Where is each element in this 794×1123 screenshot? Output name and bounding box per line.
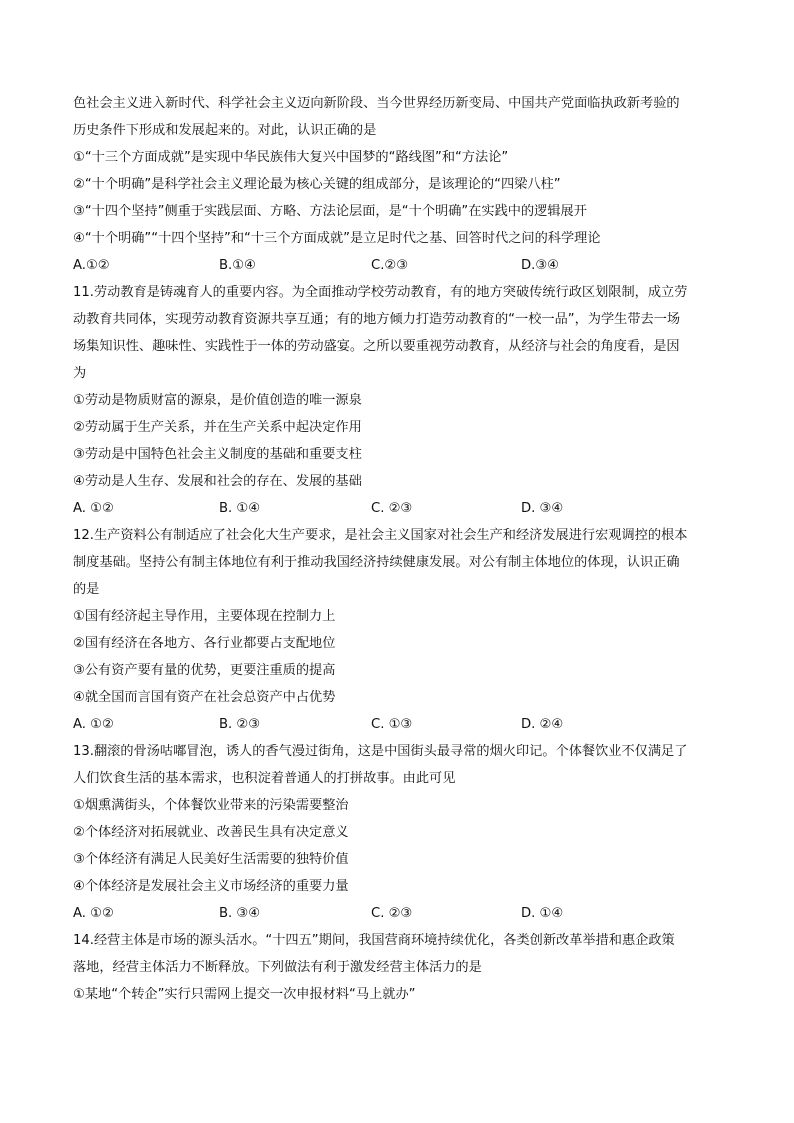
q12-statement-1: ①国有经济起主导作用，主要体现在控制力上	[73, 609, 336, 624]
q13-option-c: C. ②③	[371, 906, 413, 921]
q14-statement-1: ①某地“个转企”实行只需网上提交一次申报材料“马上就办”	[73, 987, 416, 1002]
q13-statement-3: ③个体经济有满足人民美好生活需要的独特价值	[73, 852, 349, 867]
q14-stem-line1: 14.经营主体是市场的源头活水。“十四五”期间，我国营商环境持续优化，各类创新改革举措和惠企政策	[73, 933, 675, 948]
q10-statement-3: ③“十四个坚持”侧重于实践层面、方略、方法论层面，是“十个明确”在实践中的逻辑展开	[73, 204, 587, 219]
q11-option-d: D. ③④	[521, 501, 564, 516]
q10-statement-2: ②“十个明确”是科学社会主义理论最为核心关键的组成部分，是该理论的“四梁八柱”	[73, 177, 561, 192]
q10-statement-1: ①“十三个方面成就”是实现中华民族伟大复兴中国梦的“路线图”和“方法论”	[73, 150, 509, 165]
q10-option-b: B.①④	[219, 258, 256, 273]
q12-statement-3: ③公有资产要有量的优势，更要注重质的提高	[73, 663, 336, 678]
q12-stem-line3: 的是	[73, 582, 100, 597]
q10-options	[73, 252, 723, 279]
q11-statement-3: ③劳动是中国特色社会主义制度的基础和重要支柱	[73, 447, 362, 462]
q11-stem-line4: 为	[73, 366, 87, 381]
q12-option-c: C. ①③	[371, 717, 413, 732]
q11-stem-line1: 11.劳动教育是铸魂育人的重要内容。为全面推动学校劳动教育，有的地方突破传统行政区划限制，成立劳	[73, 285, 688, 300]
q12-statement-2: ②国有经济在各地方、各行业都要占支配地位	[73, 636, 336, 651]
q11-option-a: A. ①②	[73, 501, 114, 516]
q10-option-c: C.②③	[371, 258, 409, 273]
q12-option-d: D. ②④	[521, 717, 564, 732]
q11-stem-line2: 动教育共同体，实现劳动教育资源共享互通；有的地方倾力打造劳动教育的“一校一品”，为学生带去一场	[73, 312, 681, 327]
q11-statement-4: ④劳动是人生存、发展和社会的存在、发展的基础	[73, 474, 362, 489]
q13-option-d: D. ①④	[521, 906, 564, 921]
q12-stem-line2: 制度基础。坚持公有制主体地位有利于推动我国经济持续健康发展。对公有制主体地位的体现，认识正确	[73, 555, 680, 570]
q14-stem-line2: 落地，经营主体活力不断释放。下列做法有利于激发经营主体活力的是	[73, 960, 482, 975]
q11-options	[73, 495, 723, 522]
q13-stem-line2: 人们饮食生活的基本需求，也积淀着普通人的打拼故事。由此可见	[73, 771, 456, 786]
q13-options	[73, 900, 723, 927]
q11-statement-1: ①劳动是物质财富的源泉，是价值创造的唯一源泉	[73, 393, 362, 408]
q13-statement-2: ②个体经济对拓展就业、改善民生具有决定意义	[73, 825, 349, 840]
q10-option-d: D.③④	[521, 258, 559, 273]
q10-option-a: A.①②	[73, 258, 110, 273]
q13-option-b: B. ③④	[219, 906, 261, 921]
q12-option-b: B. ②③	[219, 717, 261, 732]
q10-stem-line1: 色社会主义进入新时代、科学社会主义迈向新阶段、当今世界经历新变局、中国共产党面临执政新考验的	[73, 96, 680, 111]
q11-stem-line3: 场集知识性、趣味性、实践性于一体的劳动盛宴。之所以要重视劳动教育，从经济与社会的角度看，是因	[73, 339, 680, 354]
q12-options	[73, 711, 723, 738]
q11-statement-2: ②劳动属于生产关系，并在生产关系中起决定作用	[73, 420, 362, 435]
q12-statement-4: ④就全国而言国有资产在社会总资产中占优势	[73, 690, 336, 705]
q13-stem-line1: 13.翻滚的骨汤咕嘟冒泡，诱人的香气漫过街角，这是中国街头最寻常的烟火印记。个体餐饮业不仅满足了	[73, 744, 688, 759]
q11-option-c: C. ②③	[371, 501, 413, 516]
q13-statement-1: ①烟熏满街头，个体餐饮业带来的污染需要整治	[73, 798, 349, 813]
exam-page	[73, 90, 723, 1008]
q10-stem-line2: 历史条件下形成和发展起来的。对此，认识正确的是	[73, 123, 377, 138]
q11-option-b: B. ①④	[219, 501, 261, 516]
q10-statement-4: ④“十个明确”“十四个坚持”和“十三个方面成就”是立足时代之基、回答时代之问的科学理论	[73, 231, 601, 246]
q13-statement-4: ④个体经济是发展社会主义市场经济的重要力量	[73, 879, 349, 894]
q12-stem-line1: 12.生产资料公有制适应了社会化大生产要求，是社会主义国家对社会生产和经济发展进行宏观调控的根本	[73, 528, 688, 543]
q13-option-a: A. ①②	[73, 906, 114, 921]
q12-option-a: A. ①②	[73, 717, 114, 732]
